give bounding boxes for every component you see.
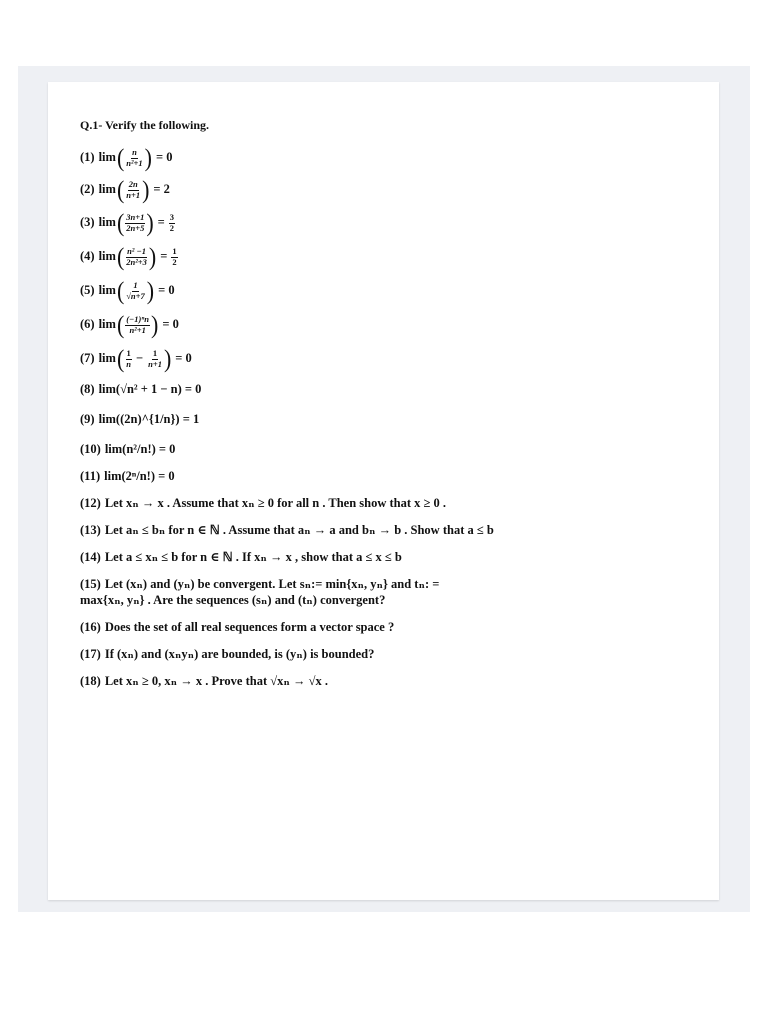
result: = 0 (155, 150, 173, 165)
item-8 (80, 381, 650, 399)
item-3: (3) lim ( $\frac{3n+1}{2n+5}$ ) = $\frac{3}{2}$ (80, 208, 175, 237)
numerator: 1 (152, 348, 158, 359)
item-number: (14) (80, 550, 101, 565)
denominator: √n+7 (126, 290, 145, 301)
item-text-continued: max{xₙ, yₙ} . Are the sequences (sₙ) and (tₙ) convergent? (80, 593, 386, 607)
item-text: Let xₙ → x . Assume that xₙ ≥ 0 for all n . Then show that x ≥ 0 . (104, 496, 447, 511)
denominator: n (126, 358, 131, 369)
item-text: lim(n²/n!) = 0 (104, 442, 176, 457)
item-15 (80, 576, 650, 610)
item-number: (6) (80, 317, 95, 332)
item-text: If (xₙ) and (xₙyₙ) are bounded, is (yₙ) is bounded? (104, 647, 375, 662)
denominator: n+1 (148, 358, 162, 369)
result: = 2 (153, 182, 170, 197)
result-denominator: 2 (172, 256, 177, 267)
item-text: lim(√n² + 1 − n) = 0 (98, 382, 202, 397)
denominator: 2n+5 (126, 222, 145, 233)
item-11 (80, 468, 650, 486)
item-number: (10) (80, 442, 101, 457)
item-number: (16) (80, 620, 101, 635)
result-denominator: 2 (169, 222, 175, 233)
item-7: (7) lim ( $\frac{1}{n}$ − $\frac{1}{n+1}$ ) = 0 (80, 344, 192, 373)
denominator: n²+1 (126, 157, 143, 168)
item-number: (18) (80, 674, 101, 689)
numerator: n (132, 147, 137, 158)
item-9 (80, 411, 650, 429)
item-number: (2) (80, 182, 95, 197)
document-content (80, 118, 650, 691)
item-number: (1) (80, 150, 95, 165)
item-number: (9) (80, 412, 95, 427)
numerator: 3n+1 (126, 212, 145, 223)
item-number: (11) (80, 469, 101, 484)
denominator: n²+1 (129, 324, 146, 335)
denominator: n+1 (126, 189, 141, 200)
item-number: (15) (80, 576, 101, 591)
numerator: 2n (128, 179, 138, 190)
item-1: (1) lim ( $\frac{n}{\text{n²+1}}$ ) = 0 (80, 143, 173, 172)
item-12 (80, 495, 650, 513)
result-numerator: 3 (169, 212, 175, 223)
equals-sign: = (160, 249, 168, 264)
item-text: Let (xₙ) and (yₙ) be convergent. Let sₙ:= min{xₙ, yₙ} and tₙ: = (104, 576, 440, 591)
item-4: (4) lim ( $\frac{\text{n² −1}}{\text{2n²+3}}$ ) = $\frac{1}{2}$ (80, 242, 177, 271)
item-text: Does the set of all real sequences form a vector space ? (104, 620, 395, 635)
item-13 (80, 522, 650, 540)
lim-label: lim (98, 351, 116, 366)
result: = 0 (158, 283, 175, 298)
item-text: Let aₙ ≤ bₙ for n ∈ ℕ . Assume that aₙ → a and bₙ → b . Show that a ≤ b (104, 523, 494, 538)
item-number: (4) (80, 249, 95, 264)
item-number: (13) (80, 523, 101, 538)
item-number: (12) (80, 496, 101, 511)
lim-label: lim (98, 150, 116, 165)
numerator: n² −1 (127, 246, 146, 257)
item-2: (2) lim ( $\frac{2n}{n+1}$ ) = 2 (80, 175, 170, 204)
item-number: (3) (80, 215, 95, 230)
lim-label: lim (98, 215, 116, 230)
lim-label: lim (98, 283, 116, 298)
item-number: (17) (80, 647, 101, 662)
item-number: (5) (80, 283, 95, 298)
item-6: (6) lim ( $\frac{\text{(−1)ⁿn}}{\text{n²+1}}$ ) = 0 (80, 310, 179, 339)
item-text: lim((2n)^{1/n}) = 1 (98, 412, 200, 427)
item-number: (8) (80, 382, 95, 397)
item-16 (80, 619, 650, 637)
item-text: Let a ≤ xₙ ≤ b for n ∈ ℕ . If xₙ → x , show that a ≤ x ≤ b (104, 550, 402, 565)
numerator: 1 (126, 348, 131, 359)
item-text: Let xₙ ≥ 0, xₙ → x . Prove that √xₙ → √x . (104, 674, 328, 689)
item-text: lim(2ⁿ/n!) = 0 (104, 469, 175, 484)
minus-sign: − (136, 351, 144, 366)
numerator: (−1)ⁿn (126, 314, 150, 325)
question-heading: Q.1- Verify the following. (80, 118, 209, 132)
item-14 (80, 549, 650, 567)
item-5: (5) lim ( $\frac{1}{√n+7}$ ) = 0 (80, 276, 175, 305)
item-10 (80, 441, 650, 459)
result: = 0 (162, 317, 179, 332)
item-18 (80, 673, 650, 691)
lim-label: lim (98, 182, 116, 197)
result-numerator: 1 (172, 246, 177, 257)
lim-label: lim (98, 249, 116, 264)
denominator: 2n²+3 (126, 256, 147, 267)
numerator: 1 (133, 280, 138, 291)
item-17 (80, 646, 650, 664)
item-number: (7) (80, 351, 95, 366)
lim-label: lim (98, 317, 116, 332)
result: = 0 (175, 351, 192, 366)
equals-sign: = (157, 215, 165, 230)
